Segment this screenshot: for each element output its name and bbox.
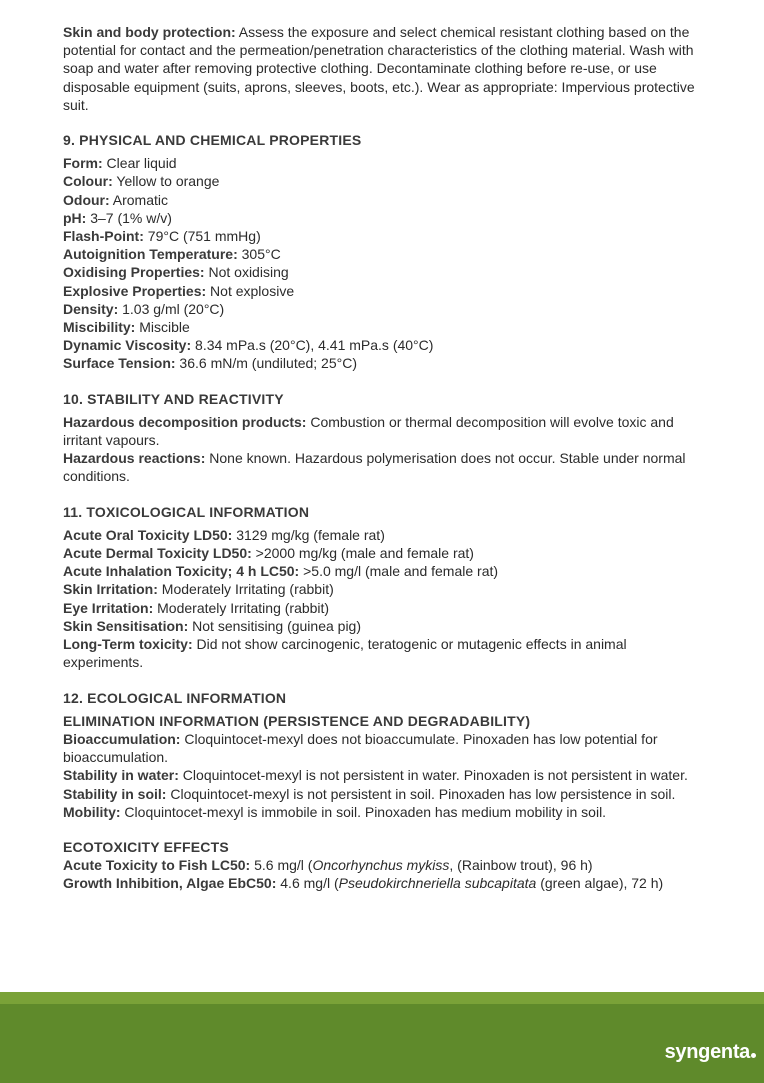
fish-species: Oncorhynchus mykiss: [312, 857, 450, 874]
property-row: [63, 245, 708, 263]
toxicity-value: Moderately Irritating (rabbit): [153, 599, 330, 616]
property-value: 8.34 mPa.s (20°C), 4.41 mPa.s (40°C): [191, 337, 434, 354]
property-label: pH:: [63, 209, 87, 226]
property-value: 3–7 (1% w/v): [86, 209, 172, 226]
toxicity-row: [63, 544, 708, 562]
section-10-list: [63, 413, 708, 486]
stability-row: [63, 413, 708, 449]
property-row: [63, 172, 708, 190]
ecology-value: Cloquintocet-mexyl is immobile in soil. Pinoxaden has medium mobility in soil.: [120, 803, 607, 820]
fish-toxicity-value: 5.6 mg/l (: [250, 857, 313, 874]
toxicity-row: [63, 617, 708, 635]
algae-growth-suffix: (green algae), 72 h): [536, 875, 664, 892]
document-body: [63, 23, 708, 893]
property-row: [63, 154, 708, 172]
elimination-subtitle: ELIMINATION INFORMATION (PERSISTENCE AND DEGRADABILITY): [63, 712, 531, 729]
property-label: Autoignition Temperature:: [63, 246, 238, 263]
footer-band: [0, 992, 764, 1083]
fish-toxicity-suffix: , (Rainbow trout), 96 h): [449, 857, 593, 874]
stability-row: [63, 449, 708, 485]
ecology-row: [63, 766, 708, 784]
property-label: Miscibility:: [63, 319, 136, 336]
toxicity-value: 3129 mg/kg (female rat): [232, 526, 385, 543]
ecology-value: Cloquintocet-mexyl is not persistent in soil. Pinoxaden has low persistence in soil.: [166, 785, 676, 802]
property-value: 79°C (751 mmHg): [143, 228, 261, 245]
property-value: 1.03 g/ml (20°C): [118, 300, 225, 317]
algae-growth-row: [63, 874, 708, 892]
property-label: Density:: [63, 300, 119, 317]
ecology-value: Cloquintocet-mexyl is not persistent in water. Pinoxaden is not persistent in water.: [178, 767, 688, 784]
property-row: [63, 336, 708, 354]
algae-species: Pseudokirchneriella subcapitata: [338, 875, 537, 892]
syngenta-logo: [665, 1041, 756, 1064]
fish-toxicity-label: Acute Toxicity to Fish LC50:: [63, 857, 251, 874]
toxicity-row: [63, 635, 708, 671]
skin-protection-label: Skin and body protection:: [63, 24, 236, 40]
stability-label: Hazardous reactions:: [63, 450, 206, 467]
section-12-title: 12. ECOLOGICAL INFORMATION: [63, 689, 287, 706]
skin-protection-text: Assess the exposure and select chemical resistant clothing based on the potential for contact and the permeation/penetration characteristics of the clothing material. Wash with soap and water after removing protective clothing. Decontaminate clothing before re-use, or use disposable equipment (suits, aprons, sleeves, boots, etc.). Wear as appropriate: Impervious protective suit.: [63, 24, 695, 113]
property-row: [63, 209, 708, 227]
fish-toxicity-row: [63, 856, 708, 874]
logo-wordmark: syngenta: [664, 1041, 750, 1063]
section-9-list: [63, 154, 708, 372]
toxicity-row: [63, 599, 708, 617]
ecology-value: Cloquintocet-mexyl does not bioaccumulate. Pinoxaden has low potential for bioaccumulation.: [63, 730, 658, 766]
section-9-title: 9. PHYSICAL AND CHEMICAL PROPERTIES: [63, 132, 362, 149]
footer-band-top: [0, 992, 764, 1004]
toxicity-label: Acute Inhalation Toxicity; 4 h LC50:: [63, 563, 300, 580]
toxicity-label: Skin Irritation:: [63, 581, 158, 598]
toxicity-label: Skin Sensitisation:: [63, 617, 189, 634]
toxicity-value: Did not show carcinogenic, teratogenic or mutagenic effects in animal experiments.: [63, 636, 627, 671]
toxicity-row: [63, 562, 708, 580]
toxicity-value: >2000 mg/kg (male and female rat): [251, 545, 474, 562]
property-value: Miscible: [135, 319, 190, 336]
ecology-row: [63, 730, 708, 766]
ecology-label: Stability in soil:: [63, 785, 167, 802]
property-row: [63, 227, 708, 245]
property-row: [63, 282, 708, 300]
section-12-list: [63, 730, 708, 821]
ecology-label: Bioaccumulation:: [63, 730, 181, 747]
property-row: [63, 263, 708, 281]
ecology-label: Stability in water:: [63, 767, 179, 784]
property-label: Dynamic Viscosity:: [63, 337, 192, 354]
toxicity-label: Acute Dermal Toxicity LD50:: [63, 545, 252, 562]
property-row: [63, 300, 708, 318]
property-value: Not oxidising: [204, 264, 289, 281]
algae-growth-value: 4.6 mg/l (: [276, 875, 339, 892]
property-label: Oxidising Properties:: [63, 264, 205, 281]
toxicity-value: >5.0 mg/l (male and female rat): [299, 563, 499, 580]
section-11-list: [63, 526, 708, 672]
ecotoxicity-subtitle: ECOTOXICITY EFFECTS: [63, 838, 229, 855]
toxicity-row: [63, 580, 708, 598]
property-label: Explosive Properties:: [63, 282, 207, 299]
property-value: Not explosive: [206, 282, 295, 299]
toxicity-value: Not sensitising (guinea pig): [188, 617, 362, 634]
property-value: Yellow to orange: [112, 173, 220, 190]
toxicity-label: Acute Oral Toxicity LD50:: [63, 526, 233, 543]
property-label: Form:: [63, 155, 103, 172]
stability-value: Combustion or thermal decomposition will evolve toxic and irritant vapours.: [63, 413, 674, 449]
property-label: Colour:: [63, 173, 113, 190]
section-11-title: 11. TOXICOLOGICAL INFORMATION: [63, 503, 310, 520]
stability-value: None known. Hazardous polymerisation does not occur. Stable under normal conditions.: [63, 450, 686, 485]
property-row: [63, 318, 708, 336]
toxicity-label: Long-Term toxicity:: [63, 636, 193, 653]
property-value: 36.6 mN/m (undiluted; 25°C): [175, 355, 357, 372]
property-label: Surface Tension:: [63, 355, 176, 372]
property-value: Clear liquid: [102, 155, 177, 172]
toxicity-label: Eye Irritation:: [63, 599, 154, 616]
property-label: Flash-Point:: [63, 228, 144, 245]
property-row: [63, 354, 708, 372]
ecology-row: [63, 785, 708, 803]
property-value: Aromatic: [109, 191, 169, 208]
algae-growth-label: Growth Inhibition, Algae EbC50:: [63, 875, 277, 892]
ecology-row: [63, 803, 708, 821]
stability-label: Hazardous decomposition products:: [63, 413, 307, 430]
property-row: [63, 191, 708, 209]
logo-dot-icon: [751, 1053, 756, 1058]
toxicity-value: Moderately Irritating (rabbit): [157, 581, 334, 598]
toxicity-row: [63, 526, 708, 544]
property-label: Odour:: [63, 191, 110, 208]
ecology-label: Mobility:: [63, 803, 121, 820]
skin-protection-paragraph: [63, 23, 708, 114]
section-10-title: 10. STABILITY AND REACTIVITY: [63, 390, 284, 407]
property-value: 305°C: [237, 246, 281, 263]
